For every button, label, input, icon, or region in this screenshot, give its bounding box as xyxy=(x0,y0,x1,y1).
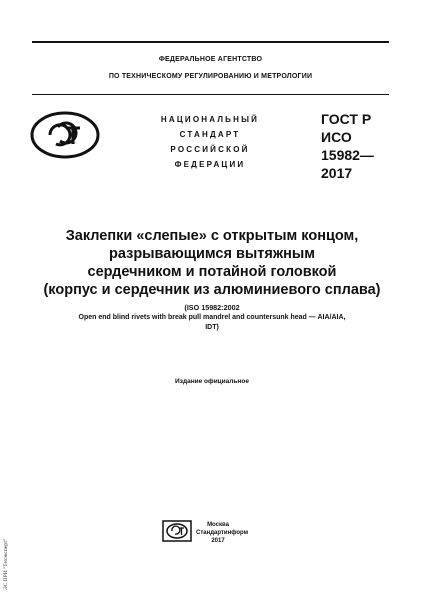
rst-logo-icon xyxy=(30,111,100,159)
standard-type-line: ФЕДЕРАЦИИ xyxy=(174,160,246,169)
document-title xyxy=(20,227,404,299)
iso-ref-line: (ISO 15982:2002 xyxy=(184,303,240,312)
top-rule xyxy=(32,41,389,43)
iso-reference xyxy=(20,303,404,333)
designation-line: 15982— xyxy=(321,147,374,163)
standard-type-line: СТАНДАРТ xyxy=(179,130,241,139)
designation-line: 2017 xyxy=(321,165,353,181)
side-stamp xyxy=(3,520,13,590)
publisher-block xyxy=(196,521,249,545)
edition-label: Издание официальное xyxy=(175,378,249,385)
title-line: Заклепки «слепые» с открытым концом, xyxy=(65,228,359,244)
header-rule xyxy=(32,94,389,95)
designation-line: ИСО xyxy=(321,129,352,145)
agency-line-1: ФЕДЕРАЛЬНОЕ АГЕНТСТВО xyxy=(158,56,263,63)
standartinform-logo-icon xyxy=(162,520,192,542)
publisher-line: Москва xyxy=(207,522,229,528)
publisher-line: 2017 xyxy=(211,538,225,544)
title-line: (корпус и сердечник из алюминиевого сплава) xyxy=(43,282,381,298)
standard-type xyxy=(140,112,280,172)
english-title-line: IDT) xyxy=(205,324,219,331)
designation-line: ГОСТ Р xyxy=(321,111,372,127)
publisher-line: Стандартинформ xyxy=(196,530,249,536)
english-title-line: Open end blind rivets with break pull mandrel and countersunk head — AIA/AIA, xyxy=(78,314,346,321)
standard-type-line: НАЦИОНАЛЬНЫЙ xyxy=(160,115,260,124)
standard-designation xyxy=(321,110,374,182)
title-line: разрывающимся вытяжным xyxy=(109,246,315,262)
side-stamp-text: ЭС ПРИ "Техэксперт" xyxy=(3,538,9,590)
title-line: сердечником и потайной головкой xyxy=(87,264,337,280)
standard-type-line: РОССИЙСКОЙ xyxy=(170,145,250,154)
agency-line-2: ПО ТЕХНИЧЕСКОМУ РЕГУЛИРОВАНИЮ И МЕТРОЛОГИИ xyxy=(108,73,313,80)
